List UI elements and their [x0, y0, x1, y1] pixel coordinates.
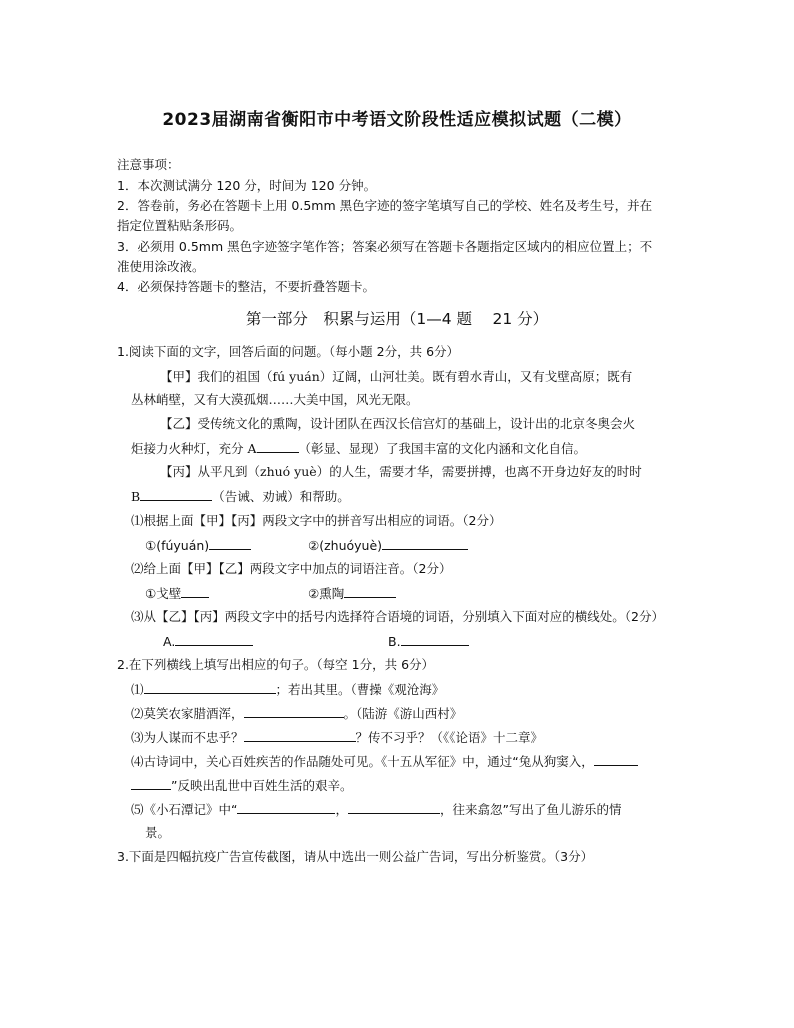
q1-stem: 1.阅读下面的文字，回答后面的问题。（每小题 2分，共 6分） [117, 344, 460, 359]
page-title: 2023届湖南省衡阳市中考语文阶段性适应模拟试题（二模） [162, 110, 632, 130]
q1-sub2: ⑵给上面【甲】【乙】两段文字中加点的词语注音。（2分） [131, 561, 452, 576]
q1-sub3-b-label: B. [388, 634, 401, 649]
note-1: 1．本次测试满分 120 分，时间为 120 分钟。 [117, 178, 377, 193]
q1-jia-line2: 丛林峭壁，又有大漠孤烟……大美中国，风光无限。 [131, 392, 419, 407]
note-3b: 准使用涂改液。 [117, 259, 205, 274]
q1-bing-line2-text: B [131, 489, 141, 504]
q1-sub3-b [388, 632, 469, 651]
q3-stem: 3.下面是四幅抗疫广告宣传截图，请从中选出一则公益广告词，写出分析鉴赏。（3分） [117, 849, 594, 864]
answer-blank[interactable] [209, 536, 251, 550]
answer-blank[interactable] [175, 632, 253, 646]
q2-line2 [131, 704, 462, 723]
q2-line2-text: ⑵莫笑农家腊酒浑， [131, 706, 244, 721]
q2-line1-num: ⑴ [131, 682, 144, 697]
q2-line3-text: ⑶为人谋而不忠乎？ [131, 730, 244, 745]
answer-blank[interactable] [344, 584, 396, 598]
q1-bing-line2-rest: （告诫、劝诫）和帮助。 [212, 489, 350, 504]
q2-line5-comma: ， [335, 802, 348, 817]
q1-sub2-b [308, 584, 396, 603]
answer-blank[interactable] [244, 704, 344, 718]
q2-line4-rest: ”反映出乱世中百姓生活的艰辛。 [171, 778, 353, 793]
q1-sub2-b-label: ②熏陶 [308, 586, 345, 601]
q1-sub1-b [308, 536, 468, 555]
q1-sub1-a-label: ①(fúyuán) [145, 538, 210, 553]
answer-blank[interactable] [244, 728, 356, 742]
q1-sub3-a [163, 632, 253, 651]
q2-line5-rest: ，往来翕忽”写出了鱼儿游乐的情 [440, 802, 622, 817]
q2-line5b: 景。 [145, 825, 171, 840]
q1-yi-line2-rest: （彰显、显现）了我国丰富的文化内涵和文化自信。 [298, 441, 587, 456]
q1-sub1-b-label: ②(zhuóyuè) [308, 538, 383, 553]
q1-sub3-a-label: A. [163, 634, 176, 649]
q2-line5a [131, 800, 621, 819]
section-heading: 第一部分 积累与运用（1—4 题 21 分） [245, 310, 549, 328]
q1-bing-line2 [131, 487, 350, 506]
q2-line5-text: ⑸《小石潭记》中“ [131, 802, 238, 817]
note-3a: 3．必须用 0.5mm 黑色字迹签字笔作答；答案必须写在答题卡各题指定区域内的相应位置上；不 [117, 239, 653, 254]
answer-blank[interactable] [382, 536, 468, 550]
q1-jia-line1: 【甲】我们的祖国（fú yuán）辽阔，山河壮美。既有碧水青山，又有戈壁高原；既有 [160, 369, 633, 384]
q2-line4-text: ⑷古诗词中，关心百姓疾苦的作品随处可见。《十五从军征》中，通过“兔从狗窦入， [131, 754, 594, 769]
q1-sub2-a-label: ①戈壁 [145, 586, 182, 601]
blank-b[interactable] [140, 487, 212, 501]
notes-heading: 注意事项： [117, 157, 180, 172]
q2-stem: 2.在下列横线上填写出相应的句子。（每空 1分，共 6分） [117, 657, 435, 672]
q2-line3 [131, 728, 543, 747]
q2-line1-text: ；若出其里。（曹操《观沧海》 [275, 682, 445, 697]
q1-yi-line1: 【乙】受传统文化的熏陶，设计团队在西汉长信宫灯的基础上，设计出的北京冬奥会火 [160, 416, 636, 431]
answer-blank[interactable] [594, 752, 638, 766]
q1-sub1: ⑴根据上面【甲】【丙】两段文字中的拼音写出相应的词语。（2分） [131, 513, 502, 528]
answer-blank[interactable] [237, 800, 335, 814]
answer-blank[interactable] [131, 776, 171, 790]
note-2b: 指定位置粘贴条形码。 [117, 218, 243, 233]
answer-blank[interactable] [348, 800, 440, 814]
note-4: 4．必须保持答题卡的整洁，不要折叠答题卡。 [117, 279, 375, 294]
note-2a: 2．答卷前，务必在答题卡上用 0.5mm 黑色字迹的签字笔填写自己的学校、姓名及考生号，并在 [117, 198, 653, 213]
q1-yi-line2-text: 炬接力火种灯，充分 A [131, 441, 257, 456]
q1-sub1-a [145, 536, 251, 555]
answer-blank[interactable] [144, 680, 276, 694]
q2-line4b [131, 776, 352, 795]
blank-a[interactable] [257, 439, 299, 453]
q2-line4a [131, 752, 638, 771]
q1-sub2-a [145, 584, 209, 603]
answer-blank[interactable] [401, 632, 469, 646]
q1-sub3: ⑶从【乙】【丙】两段文字中的括号内选择符合语境的词语，分别填入下面对应的横线处。（2分） [131, 609, 664, 624]
answer-blank[interactable] [181, 584, 209, 598]
q2-line2-rest: 。（陆游《游山西村》 [343, 706, 463, 721]
q1-yi-line2 [131, 439, 586, 458]
q2-line3-rest: ？传不习乎？（《《论语》十二章》 [355, 730, 544, 745]
q1-bing-line1: 【丙】从平凡到（zhuó yuè）的人生，需要才华，需要拼搏，也离不开身边好友的时时 [160, 464, 642, 479]
q2-line1 [131, 680, 444, 699]
